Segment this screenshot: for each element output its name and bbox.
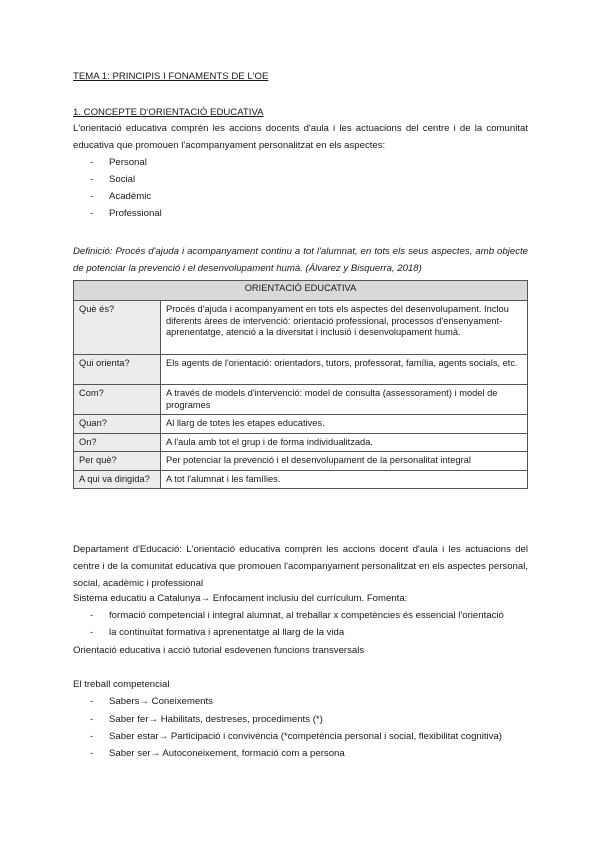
list-dash: - [90, 191, 94, 202]
list-dash: - [90, 748, 94, 759]
table-row [74, 433, 528, 452]
table-question: Què és? [74, 301, 161, 355]
list-dash: - [90, 208, 94, 219]
table-question: Qui orienta? [74, 355, 161, 385]
transversal-line: Orientació educativa i acció tutorial esdevenen funcions transversals [73, 645, 365, 656]
table-answer: Al llarg de totes les etapes educatives. [161, 415, 528, 434]
table-row [74, 470, 528, 489]
list-dash: - [90, 157, 94, 168]
list-item: Saber ser→ Autoconeixement, formació com a persona [109, 748, 345, 759]
table-row [74, 452, 528, 471]
list-item: Acadèmic [109, 191, 152, 202]
table-row [74, 385, 528, 415]
document-title: TEMA 1: PRINCIPIS I FONAMENTS DE L'OE [73, 71, 269, 82]
table-question: On? [74, 433, 161, 452]
table-answer: Procés d'ajuda i acompanyament en tots els aspectes del desenvolupament. Inclou diferents àrees de intervenció: orientació professional, processos d'ensenyament-aprenentatge, atenció a la diversitat i inclusió i desenvolupament humà. [161, 301, 528, 355]
competencial-heading: El treball competencial [73, 679, 170, 690]
list-item: Personal [109, 157, 147, 168]
list-dash: - [90, 696, 94, 707]
table-row [74, 355, 528, 385]
system-line: Sistema educatiu a Catalunya→ Enfocament inclusiu del currículum. Fomenta: [73, 593, 408, 604]
list-item: la continuïtat formativa i aprenentatge al llarg de la vida [109, 627, 345, 638]
orientation-table [73, 280, 528, 489]
list-item: Social [109, 174, 136, 185]
list-dash: - [90, 174, 94, 185]
intro-paragraph: L'orientació educativa comprèn les accions docents d'aula i les actuacions del centre i de la comunitat educativa que promouen l'acompanyament personalitzat en els aspectes: [73, 123, 528, 151]
list-item: Saber estar→ Participació i convivència (*competència personal i social, flexibilitat cognitiva) [109, 731, 502, 742]
table-question: Quan? [74, 415, 161, 434]
table-answer: Els agents de l'orientació: orientadors, tutors, professorat, família, agents socials, etc. [161, 355, 528, 385]
table-header: ORIENTACIÓ EDUCATIVA [74, 281, 528, 301]
table-answer: A tot l'alumnat i les famílies. [161, 470, 528, 489]
list-dash: - [90, 610, 94, 621]
table-question: A qui va dirigida? [74, 470, 161, 489]
list-item: Sabers→ Coneixements [109, 696, 213, 707]
list-item: formació competencial i integral alumnat, al treballar x competències és essencial l'orientació [109, 610, 504, 621]
section-heading: 1. CONCEPTE D'ORIENTACIÓ EDUCATIVA [73, 107, 264, 118]
department-paragraph: Departament d'Educació: L'orientació educativa comprèn les accions docent d'aula i les actuacions del centre i de la comunitat educativa que promouen l'acompanyament personalitzat en els aspectes personal, social, acadèmic i professional [73, 544, 528, 589]
table-answer: A través de models d'intervenció: model de consulta (assessorament) i model de programes [161, 385, 528, 415]
table-answer: A l'aula amb tot el grup i de forma individualitzada. [161, 433, 528, 452]
table-row [74, 301, 528, 355]
list-item: Saber fer→ Habilitats, destreses, procediments (*) [109, 714, 323, 725]
definition-paragraph: Definició: Procés d'ajuda i acompanyament continu a tot l'alumnat, en tots els seus aspectes, amb objecte de potenciar la prevenció i el desenvolupament humà. (Álvarez y Bisquerra, 2018) [73, 246, 528, 274]
table-answer: Per potenciar la prevenció i el desenvolupament de la personalitat integral [161, 452, 528, 471]
table-row [74, 415, 528, 434]
list-dash: - [90, 627, 94, 638]
list-dash: - [90, 731, 94, 742]
table-question: Per què? [74, 452, 161, 471]
list-dash: - [90, 714, 94, 725]
list-item: Professional [109, 208, 162, 219]
table-question: Com? [74, 385, 161, 415]
